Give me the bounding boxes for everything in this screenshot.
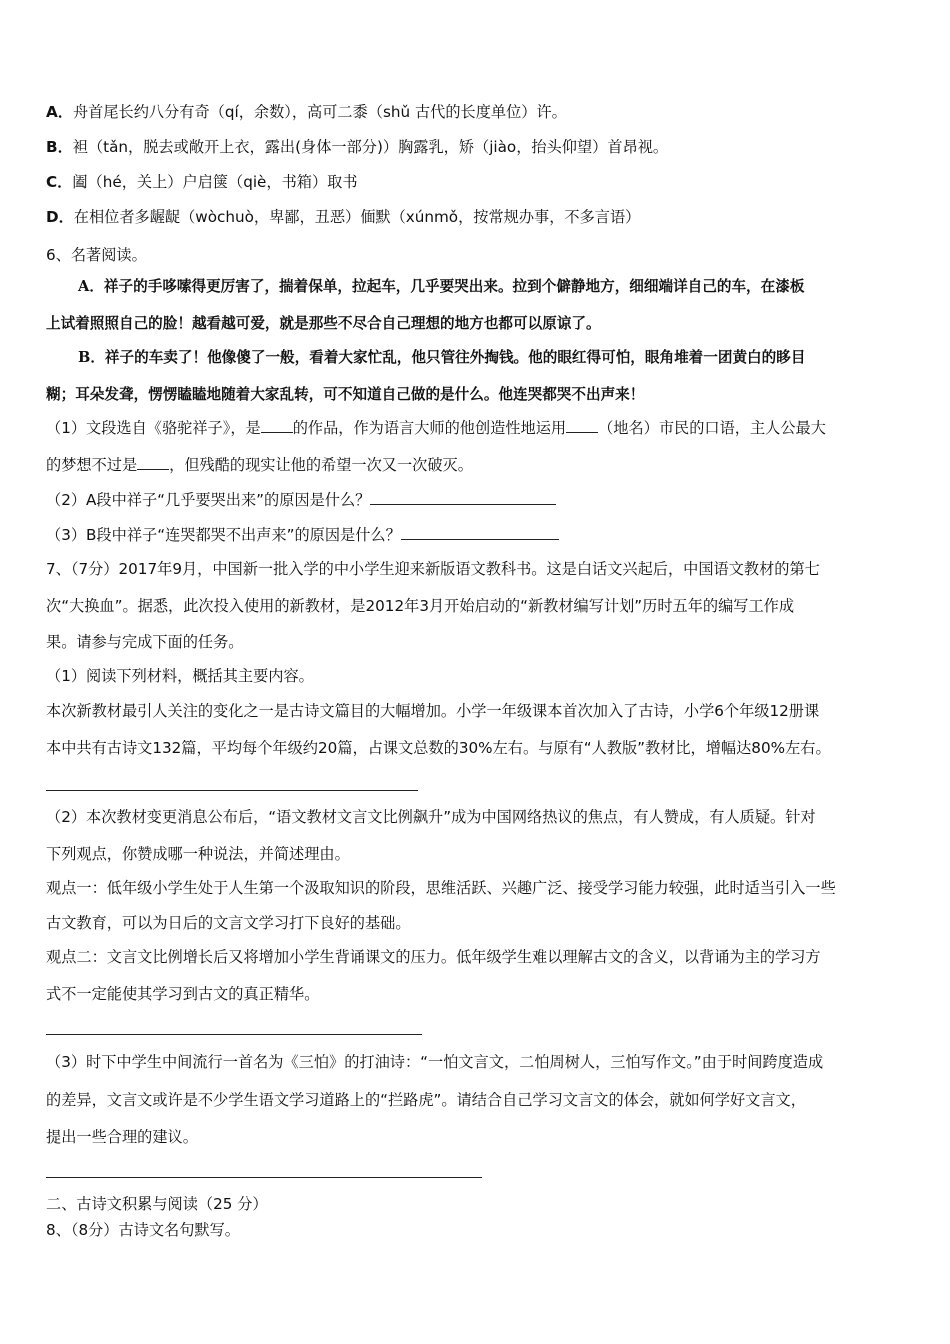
answer-blank[interactable]	[566, 417, 598, 433]
q7-sub3-line3: 提出一些合理的建议。	[46, 1128, 198, 1146]
q6-sub1-line2	[46, 454, 473, 476]
q7-view1-line1: 观点一：低年级小学生处于人生第一个汲取知识的阶段，思维活跃、兴趣广泛、接受学习能力较强，此时适当引入一些	[46, 879, 836, 897]
q7-sub3-line1: （3）时下中学生中间流行一首名为《三怕》的打油诗：“一怕文言文，二怕周树人，三怕写作文。”由于时间跨度造成	[46, 1053, 824, 1071]
answer-blank[interactable]	[137, 454, 169, 470]
q5-option-a	[46, 101, 567, 123]
text: 的梦想不过是	[46, 456, 138, 474]
q7-view2-line2: 式不一定能使其学习到古文的真正精华。	[46, 985, 320, 1003]
passage-b-line1: B．祥子的车卖了！他像傻了一般，看着大家忙乱，他只管往外掏钱。他的眼红得可怕，眼角堆着一团黄白的眵目	[78, 349, 806, 366]
option-text: 袒（tǎn，脱去或敞开上衣，露出(身体一部分)）胸露乳，矫（jiào，抬头仰望）首昂视。	[72, 138, 669, 156]
q7-view2-line1: 观点二：文言文比例增长后又将增加小学生背诵课文的压力。低年级学生难以理解古文的含义，以背诵为主的学习方	[46, 948, 821, 966]
q7-sub2-line1: （2）本次教材变更消息公布后，“语文教材文言文比例飙升”成为中国网络热议的焦点，有人赞成，有人质疑。针对	[46, 808, 816, 826]
option-text: 阖（hé，关上）户启箧（qiè，书箱）取书	[72, 173, 358, 191]
answer-line[interactable]	[46, 1177, 482, 1178]
option-text: 在相位者多龌龊（wòchuò，卑鄙，丑恶）偭默（xúnmǒ，按常规办事，不多言语）	[73, 208, 641, 226]
text: （3）B段中祥子“连哭都哭不出声来”的原因是什么？	[46, 526, 401, 544]
q5-option-b	[46, 136, 668, 158]
answer-line[interactable]	[46, 1034, 422, 1035]
passage-a-line2: 上试着照照自己的脸！越看越可爱，就是那些不尽合自己理想的地方也都可以原谅了。	[46, 315, 601, 332]
passage-a-line1: A．祥子的手哆嗦得更厉害了，揣着保单，拉起车，几乎要哭出来。拉到个僻静地方，细细端详自己的车，在漆板	[78, 278, 805, 295]
q6-sub3	[46, 524, 559, 546]
q5-option-d	[46, 206, 640, 228]
q6-sub2	[46, 489, 556, 511]
section2-title: 二、古诗文积累与阅读（25 分）	[46, 1195, 268, 1213]
q7-sub2-line2: 下列观点，你赞成哪一种说法，并简述理由。	[46, 845, 350, 863]
option-text: 舟首尾长约八分有奇（qí，余数），高可二黍（shǔ 古代的长度单位）许。	[72, 103, 567, 121]
text: ，但残酷的现实让他的希望一次又一次破灭。	[169, 456, 473, 474]
answer-blank[interactable]	[401, 524, 559, 540]
option-letter: D．	[46, 208, 74, 226]
q7-line2: 次“大换血”。据悉，此次投入使用的新教材，是2012年3月开始启动的“新教材编写计划”历时五年的编写工作成	[46, 597, 795, 615]
q5-option-c	[46, 171, 358, 193]
q7-line3: 果。请参与完成下面的任务。	[46, 633, 244, 651]
q7-view1-line2: 古文教育，可以为日后的文言文学习打下良好的基础。	[46, 914, 411, 932]
q6-sub1-line1	[46, 417, 826, 439]
q7-sub1-title: （1）阅读下列材料，概括其主要内容。	[46, 667, 314, 685]
q8-title: 8、（8分）古诗文名句默写。	[46, 1221, 240, 1239]
text: （地名）市民的口语，主人公最大	[598, 419, 826, 437]
answer-blank[interactable]	[370, 489, 556, 505]
option-letter: A．	[46, 103, 73, 121]
answer-blank[interactable]	[261, 417, 293, 433]
q7-sub3-line2: 的差异，文言文或许是不少学生语文学习道路上的“拦路虎”。请结合自己学习文言文的体会，就如何学好文言文，	[46, 1091, 806, 1109]
option-letter: B．	[46, 138, 73, 156]
text: （2）A段中祥子“几乎要哭出来”的原因是什么？	[46, 491, 371, 509]
q7-line1: 7、（7分）2017年9月，中国新一批入学的中小学生迎来新版语文教科书。这是白话文兴起后，中国语文教材的第七	[46, 560, 820, 578]
answer-line[interactable]	[46, 790, 418, 791]
passage-b-line2: 糊；耳朵发聋，愣愣瞌瞌地随着大家乱转，可不知道自己做的是什么。他连哭都哭不出声来！	[46, 386, 645, 403]
q6-title: 6、名著阅读。	[46, 246, 147, 264]
text: 的作品，作为语言大师的他创造性地运用	[292, 419, 567, 437]
q7-material-line2: 本中共有古诗文132篇，平均每个年级约20篇，占课文总数的30%左右。与原有“人教版”教材比，增幅达80%左右。	[46, 739, 831, 757]
text: （1）文段选自《骆驼祥子》，是	[46, 419, 261, 437]
q7-material-line1: 本次新教材最引人关注的变化之一是古诗文篇目的大幅增加。小学一年级课本首次加入了古诗，小学6个年级12册课	[46, 702, 820, 720]
option-letter: C．	[46, 173, 73, 191]
